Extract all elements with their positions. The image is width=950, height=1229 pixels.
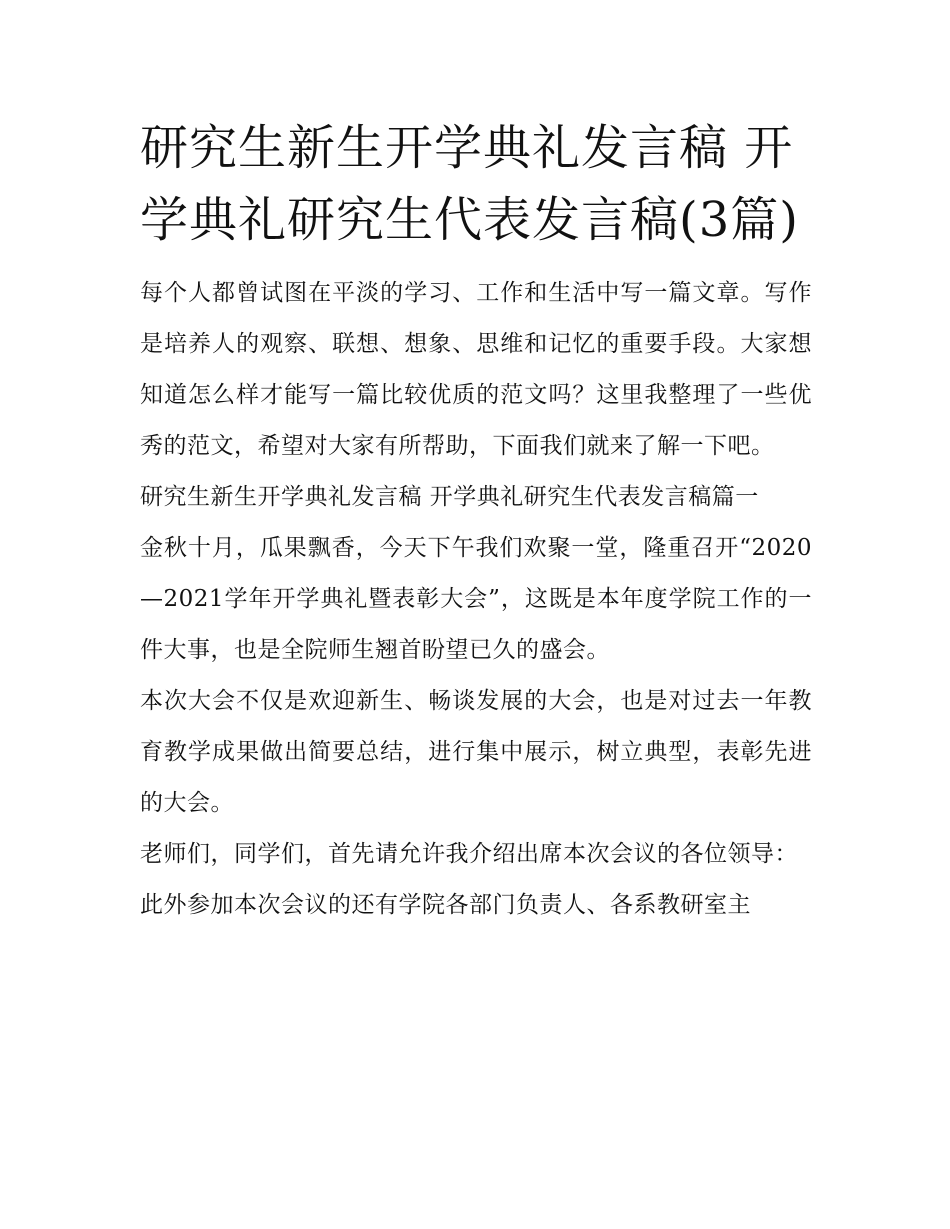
document-page bbox=[140, 112, 812, 931]
document-title: 研究生新生开学典礼发言稿 开学典礼研究生代表发言稿(3篇) bbox=[140, 120, 799, 248]
body-paragraph: 老师们，同学们，首先请允许我介绍出席本次会议的各位领导： bbox=[140, 841, 798, 867]
body-paragraph: 此外参加本次会议的还有学院各部门负责人、各系教研室主 bbox=[140, 892, 751, 918]
body-paragraph: 金秋十月，瓜果飘香，今天下午我们欢聚一堂，隆重召开“2020—2021学年开学典礼暨表彰大会”，这既是本年度学院工作的一件大事，也是全院师生翘首盼望已久的盛会。 bbox=[140, 535, 812, 663]
body-paragraph: 本次大会不仅是欢迎新生、畅谈发展的大会，也是对过去一年教育教学成果做出简要总结，进行集中展示，树立典型，表彰先进的大会。 bbox=[140, 688, 812, 816]
section-heading: 研究生新生开学典礼发言稿 开学典礼研究生代表发言稿篇一 bbox=[140, 484, 759, 510]
intro-paragraph: 每个人都曾试图在平淡的学习、工作和生活中写一篇文章。写作是培养人的观察、联想、想象、思维和记忆的重要手段。大家想知道怎么样才能写一篇比较优质的范文吗？这里我整理了一些优秀的范文，希望对大家有所帮助，下面我们就来了解一下吧。 bbox=[140, 280, 812, 459]
